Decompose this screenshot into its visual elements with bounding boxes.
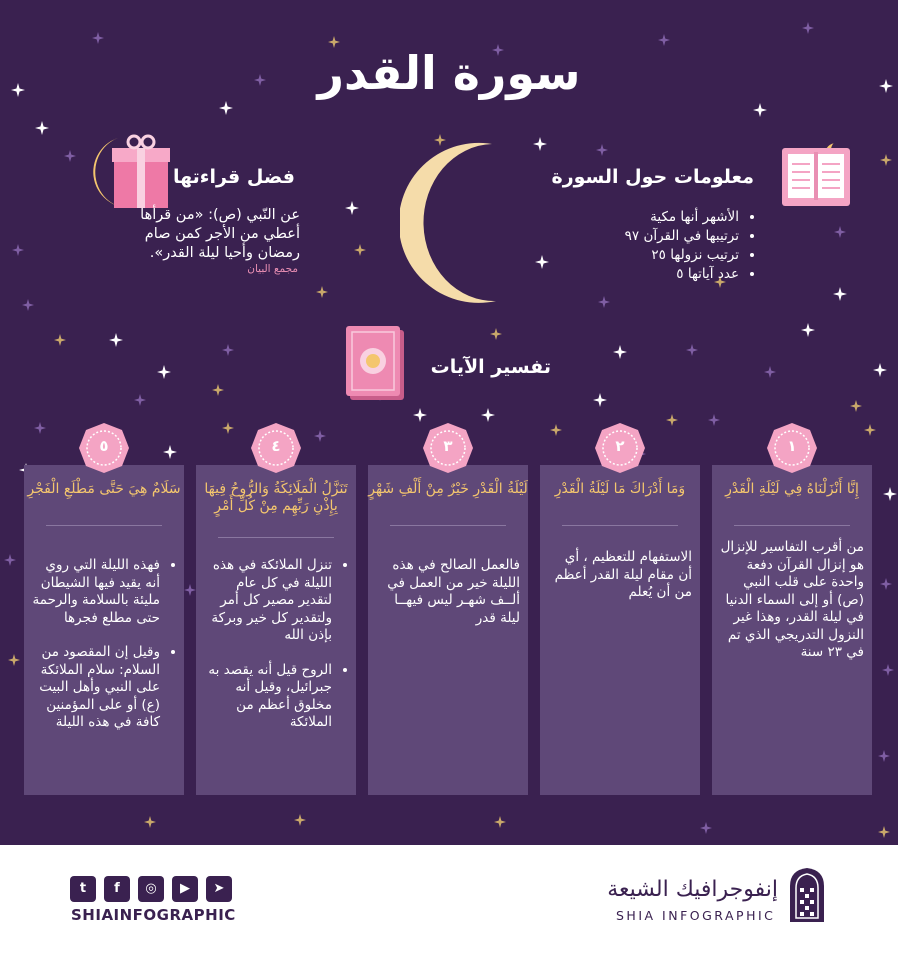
info-item: • الأشهر أنها مكية [625, 208, 739, 227]
card-divider [734, 525, 850, 526]
star-icon [413, 408, 427, 422]
ayah-number-badge-3 [422, 422, 474, 474]
star-icon [883, 487, 897, 501]
star-icon [64, 150, 76, 162]
star-icon [163, 445, 177, 459]
tafsir-heading: تفسير الآيات [430, 356, 551, 378]
star-icon [533, 137, 547, 151]
star-icon [801, 323, 815, 337]
star-icon [222, 422, 234, 434]
star-icon [4, 554, 16, 566]
ayah-card-3 [368, 465, 528, 795]
ayah-card-5 [24, 465, 184, 795]
brand-name-arabic: إنفوجرافيك الشيعة [607, 877, 778, 902]
star-icon [54, 334, 66, 346]
gift-icon [88, 134, 174, 214]
ayah-number: ٣ [443, 437, 453, 455]
star-icon [490, 328, 502, 340]
brand-logo-icon [786, 866, 828, 924]
star-icon [134, 394, 146, 406]
info-item: • ترتيبها في القرآن ٩٧ [625, 227, 739, 246]
fadl-heading: فضل قراءتها [172, 166, 295, 188]
star-icon [880, 578, 892, 590]
star-icon [598, 296, 610, 308]
star-icon [92, 32, 104, 44]
star-icon [314, 430, 326, 442]
star-icon [34, 422, 46, 434]
star-icon [666, 414, 678, 426]
star-icon [596, 144, 608, 156]
star-icon [613, 345, 627, 359]
tafsir-bullet: • وقيل إن المقصود من السلام: سلام الملائكة على النبي وأهل البيت (ع) أو على المؤمنين كافة في هذه الليلة [32, 644, 160, 732]
star-icon [184, 584, 196, 596]
fadl-source: مجمع البيان [247, 263, 298, 275]
ayah-tafsir: من أقرب التفاسير للإنزال هو إنزال القرآن دفعة واحدة على قلب النبي (ص) أو إلى السماء الدنيا في ليلة القدر، وهذا غير النزول التدريجي الذي تم في ٢٣ سنة [720, 539, 864, 660]
star-icon [550, 424, 562, 436]
star-icon [850, 400, 862, 412]
ayah-number-badge-2 [594, 422, 646, 474]
star-icon [222, 344, 234, 356]
star-icon [22, 299, 34, 311]
star-icon [880, 154, 892, 166]
tafsir-bullet: • فهذه الليلة التي روي أنه يقيد فيها الشيطان مليئة بالسلامة والرحمة حتى مطلع فجرها [32, 557, 160, 627]
brand-name-english: SHIA INFOGRAPHIC [616, 908, 776, 923]
star-icon [494, 816, 506, 828]
star-icon [686, 344, 698, 356]
star-icon [708, 414, 720, 426]
star-icon [535, 255, 549, 269]
ayah-text: إِنَّا أَنْزَلْنَاهُ فِي لَيْلَةِ الْقَدْرِ [725, 481, 859, 497]
ayah-card-4 [196, 465, 356, 795]
star-icon [878, 750, 890, 762]
star-icon [882, 664, 894, 676]
star-icon [878, 826, 890, 838]
star-icon [834, 226, 846, 238]
star-icon [345, 201, 359, 215]
twitter-icon[interactable]: t [70, 876, 96, 902]
star-icon [8, 654, 20, 666]
ayah-tafsir: الاستفهام للتعظيم ، أي أن مقام ليلة القدر أعظم من أن يُعلم [554, 549, 692, 600]
crescent-moon-icon [400, 140, 510, 305]
ayah-card-1 [712, 465, 872, 795]
card-divider [562, 525, 678, 526]
star-icon [593, 393, 607, 407]
quran-icon [344, 324, 408, 404]
star-icon [873, 363, 887, 377]
telegram-icon[interactable]: ➤ [206, 876, 232, 902]
star-icon [700, 822, 712, 834]
footer [0, 845, 898, 960]
star-icon [109, 333, 123, 347]
ayah-number-badge-1 [766, 422, 818, 474]
card-divider [218, 537, 334, 538]
star-icon [753, 103, 767, 117]
open-book-icon [778, 140, 854, 210]
ayah-number-badge-5 [78, 422, 130, 474]
info-list [625, 208, 755, 284]
star-icon [481, 408, 495, 422]
social-handle[interactable]: SHIAINFOGRAPHIC [71, 906, 236, 924]
ayah-number: ٢ [615, 437, 625, 455]
star-icon [157, 365, 171, 379]
ayah-tafsir [204, 557, 348, 749]
info-heading: معلومات حول السورة [551, 166, 754, 188]
ayah-card-2 [540, 465, 700, 795]
star-icon [212, 384, 224, 396]
star-icon [864, 424, 876, 436]
star-icon [144, 816, 156, 828]
star-icon [802, 22, 814, 34]
fadl-text: عن النّبي (ص): «من قرأها أعطي من الأجر كمن صام رمضان وأحيا ليلة القدر». [140, 207, 300, 261]
ayah-text: لَيْلَةُ الْقَدْرِ خَيْرٌ مِنْ أَلْفِ شَهْرٍ [368, 481, 528, 497]
card-divider [46, 525, 162, 526]
ayah-text: سَلَامٌ هِيَ حَتَّى مَطْلَعِ الْفَجْرِ [27, 481, 181, 497]
ayah-tafsir: فالعمل الصالح في هذه الليلة خير من العمل في ألــف شهـر ليس فيهــا ليلة قدر [387, 557, 520, 626]
ayah-number: ٥ [99, 437, 109, 455]
tafsir-bullet: • تنزل الملائكة في هذه الليلة في كل عام لتقدير مصير كل أمر ولتقدير كل خير وبركة بإذن الله [204, 557, 332, 645]
star-icon [294, 814, 306, 826]
ayah-number-badge-4 [250, 422, 302, 474]
star-icon [316, 286, 328, 298]
star-icon [219, 101, 233, 115]
star-icon [12, 244, 24, 256]
ayah-text: تَنَزَّلُ الْمَلَائِكَةُ وَالرُّوحُ فِيهَا بِإِذْنِ رَبِّهِم مِنْ كُلِّ أَمْرٍ [204, 481, 348, 514]
info-item: • عدد آياتها ٥ [625, 265, 739, 284]
facebook-icon[interactable]: f [104, 876, 130, 902]
star-icon [35, 121, 49, 135]
ayah-number: ١ [787, 437, 797, 455]
tafsir-bullet: • الروح قيل أنه يقصد به جبرائيل، وقيل أنه مخلوق أعظم من الملائكة [204, 662, 332, 732]
info-item: • ترتيب نزولها ٢٥ [625, 246, 739, 265]
instagram-icon[interactable]: ◎ [138, 876, 164, 902]
card-divider [390, 525, 506, 526]
star-icon [764, 366, 776, 378]
ayah-text: وَمَا أَدْرَاكَ مَا لَيْلَةُ الْقَدْرِ [554, 481, 686, 497]
page-title: سورة القدر [317, 46, 581, 100]
star-icon [354, 244, 366, 256]
star-icon [658, 34, 670, 46]
ayah-number: ٤ [271, 437, 281, 455]
star-icon [833, 287, 847, 301]
ayah-tafsir [32, 557, 176, 749]
youtube-icon[interactable]: ▶ [172, 876, 198, 902]
